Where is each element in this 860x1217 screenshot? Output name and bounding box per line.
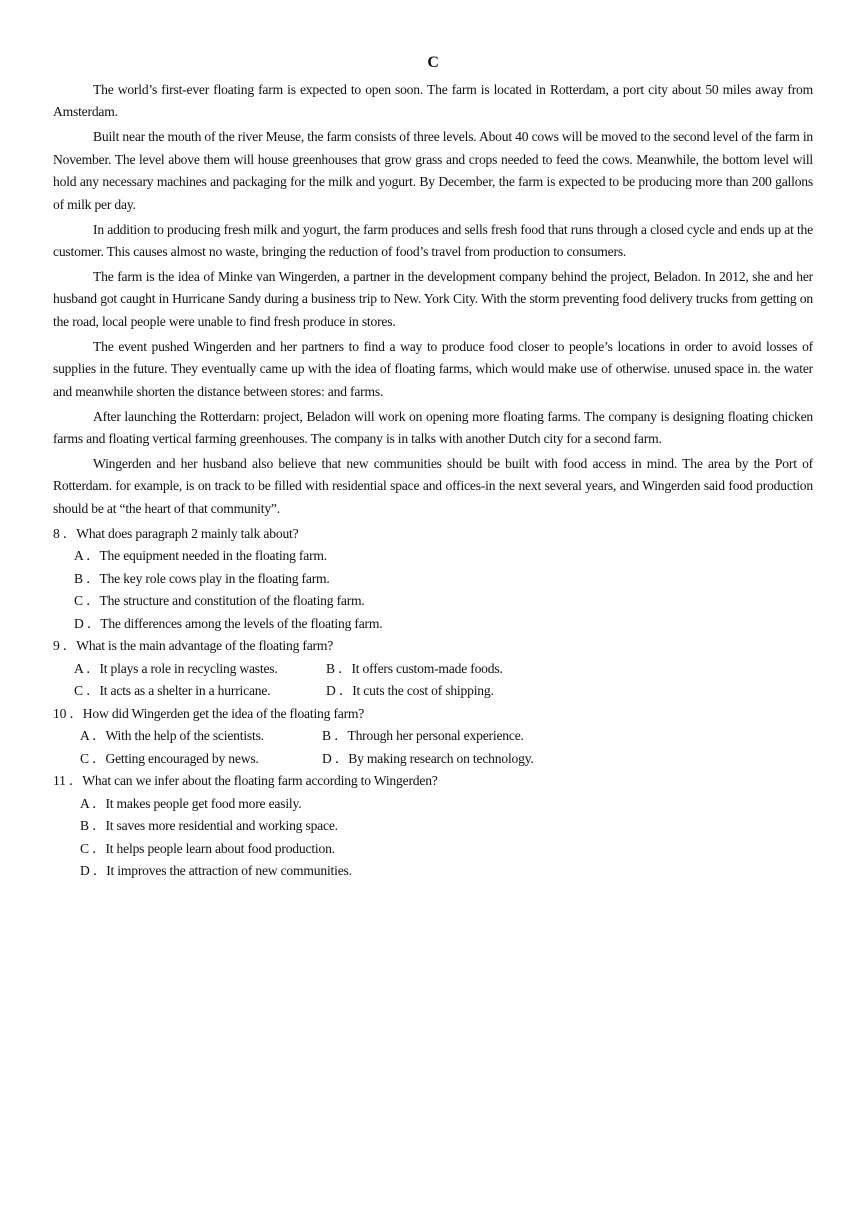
question-11 [53,770,813,883]
option-d: D ．The differences among the levels of the floating farm. [74,615,383,631]
option-row [53,725,813,748]
paragraph-6: After launching the Rotterdarn: project, Beladon will work on opening more floating farms. The company is designing floating chicken farms and floating vertical farming greenhouses. The company is in talks with another Dutch city for a second farm. [53,408,813,447]
paragraph-1: The world’s first-ever floating farm is expected to open soon. The farm is located in Rotterdam, a port city about 50 miles away from Amsterdam. [53,82,813,120]
option-d: D ．By making research on technology. [322,750,534,766]
option-a: A ．With the help of the scientists. [80,728,264,744]
option-d: D ．It cuts the cost of shipping. [326,683,494,699]
option-c: C ．It acts as a shelter in a hurricane. [74,683,271,699]
option-row [53,658,813,681]
question-stem: 10 ．How did Wingerden get the idea of the floating farm? [53,705,365,721]
question-stem: 11 ．What can we infer about the floating farm according to Wingerden? [53,773,438,789]
paragraph-4: The farm is the idea of Minke van Wingerden, a partner in the development company behind the project, Beladon. In 2012, she and her husband got caught in Hurricane Sandy during a business trip to New. York City. With the storm preventing food delivery trucks from getting on the road, local people were unable to find fresh produce in stores. [53,269,813,329]
exam-page [53,52,813,883]
question-8 [53,523,813,636]
option-b: B ．Through her personal experience. [322,728,524,744]
option-c: C ．The structure and constitution of the floating farm. [74,593,365,609]
question-9 [53,635,813,703]
question-stem: 8 ．What does paragraph 2 mainly talk about? [53,525,299,541]
question-10 [53,703,813,771]
option-row [53,748,813,771]
option-a: A ．It plays a role in recycling wastes. [74,660,278,676]
paragraph-5: The event pushed Wingerden and her partners to find a way to produce food closer to people’s locations in order to avoid losses of supplies in the future. They eventually came up with the idea of floating farms, which would make use of otherwise. unused space in. the water and meanwhile shorten the distance between stores: and farms. [53,338,813,399]
option-a: A ．The equipment needed in the floating farm. [74,548,327,564]
section-title: C [427,54,439,71]
option-c: C ．It helps people learn about food production. [80,840,335,856]
option-d: D ．It improves the attraction of new communities. [80,863,352,879]
paragraph-2: Built near the mouth of the river Meuse, the farm consists of three levels. About 40 cows will be moved to the second level of the farm in November. The level above them will house greenhouses that grow grass and crops needed to feed the cows. Meanwhile, the bottom level will hold any necessary machines and packaging for the milk and yogurt. By December, the farm is expected to be producing more than 200 gallons of milk per day. [53,129,813,212]
option-row [53,680,813,703]
option-b: B ．It saves more residential and working space. [80,818,338,834]
option-b: B ．It offers custom-made foods. [326,660,503,676]
option-c: C ．Getting encouraged by news. [80,750,259,766]
question-stem: 9 ．What is the main advantage of the floating farm? [53,638,334,654]
option-b: B ．The key role cows play in the floating farm. [74,570,330,586]
option-a: A ．It makes people get food more easily. [80,795,302,811]
paragraph-3: In addition to producing fresh milk and yogurt, the farm produces and sells fresh food that runs through a closed cycle and ends up at the customer. This causes almost no waste, bringing the reduction of food’s travel from production to consumers. [53,221,813,260]
paragraph-7: Wingerden and her husband also believe that new communities should be built with food access in mind. The area by the Port of Rotterdam. for example, is on track to be filled with residential space and offices-in the next several years, and Wingerden said food production should be at “the heart of that community”. [53,456,813,516]
